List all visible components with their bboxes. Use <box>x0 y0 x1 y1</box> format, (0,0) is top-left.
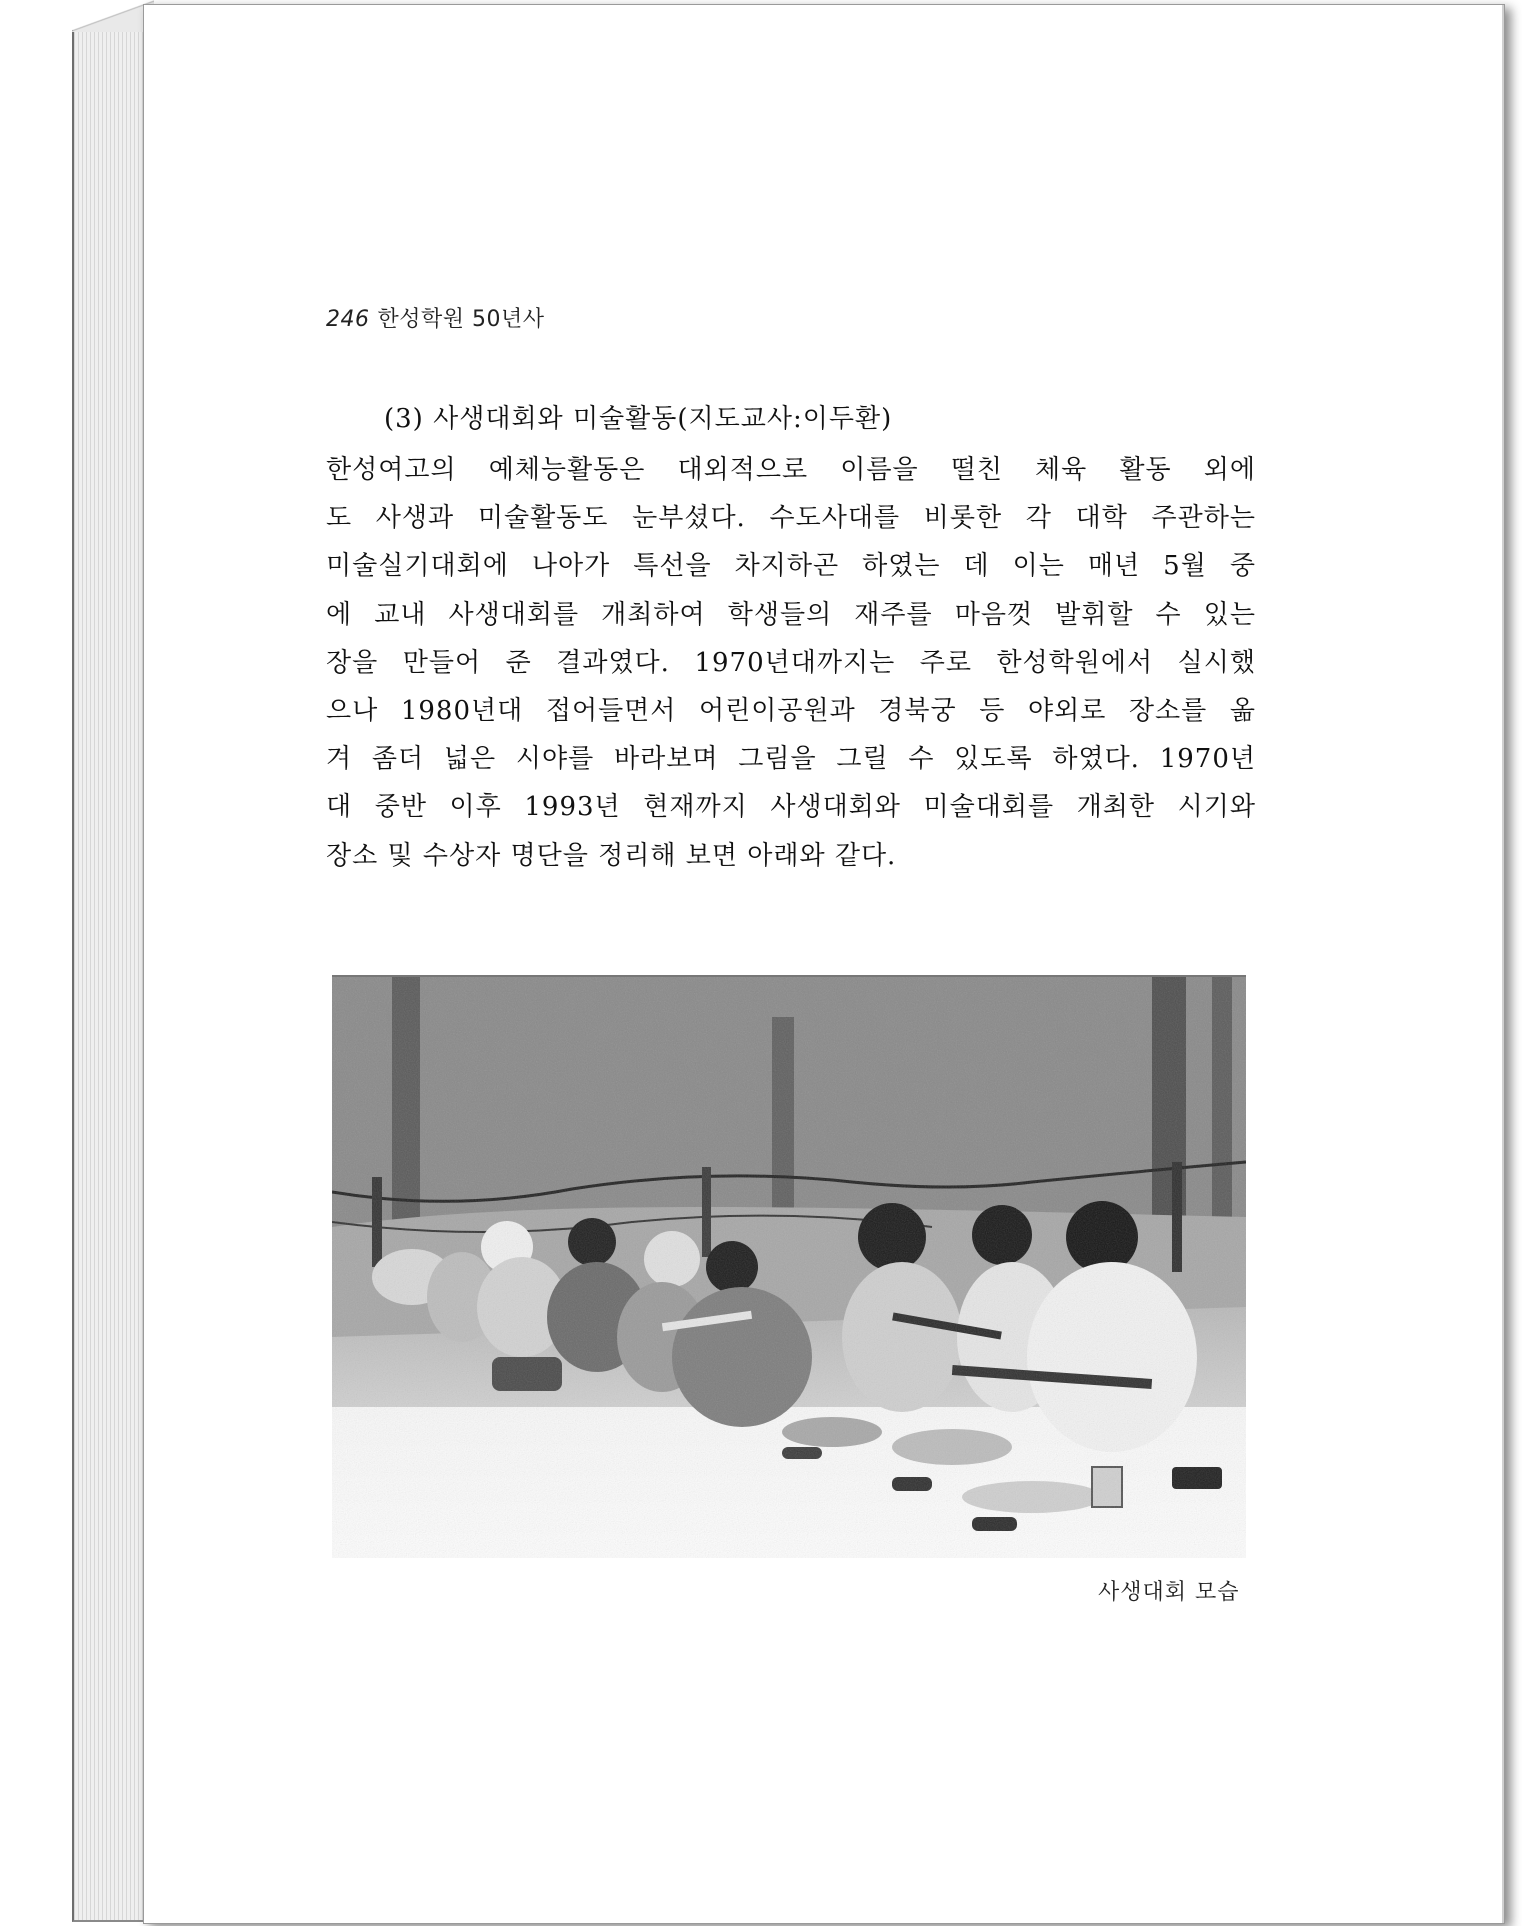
paragraph-line: 장을 만들어 준 결과였다. 1970년대까지는 주로 한성학원에서 실시했 <box>326 647 1256 678</box>
paragraph-line: 에 교내 사생대회를 개최하여 학생들의 재주를 마음껏 발휘할 수 있는 <box>326 599 1256 630</box>
paragraph-line: 미술실기대회에 나아가 특선을 차지하곤 하였는 데 이는 매년 5월 중 <box>326 551 1256 582</box>
paragraph-line: 도 사생과 미술활동도 눈부셨다. 수도사대를 비롯한 각 대학 주관하는 <box>326 503 1256 534</box>
book-page <box>143 4 1505 1924</box>
paragraph-line: 한성여고의 예체능활동은 대외적으로 이름을 떨친 체육 활동 외에 <box>326 455 1256 485</box>
paragraph-line: 겨 좀더 넓은 시야를 바라보며 그림을 그릴 수 있도록 하였다. 1970년 <box>326 744 1256 775</box>
page-stack-edge <box>72 30 152 1922</box>
body-paragraph <box>326 446 1256 880</box>
sketch-contest-photo <box>332 975 1246 1558</box>
photo-illustration <box>332 977 1246 1558</box>
section-heading: (3) 사생대회와 미술활동(지도교사:이두환) <box>384 404 893 434</box>
photo-caption: 사생대회 모습 <box>1098 1580 1240 1605</box>
paragraph-line: 장소 및 수상자 명단을 정리해 보면 아래와 같다. <box>326 840 897 871</box>
paragraph-line: 대 중반 이후 1993년 현재까지 사생대회와 미술대회를 개최한 시기와 <box>326 792 1256 823</box>
paragraph-line: 으나 1980년대 접어들면서 어린이공원과 경북궁 등 야외로 장소를 옮 <box>326 695 1256 726</box>
book-title: 한성학원 50년사 <box>377 307 545 332</box>
running-head <box>326 302 545 333</box>
page-number: 246 <box>326 307 370 332</box>
